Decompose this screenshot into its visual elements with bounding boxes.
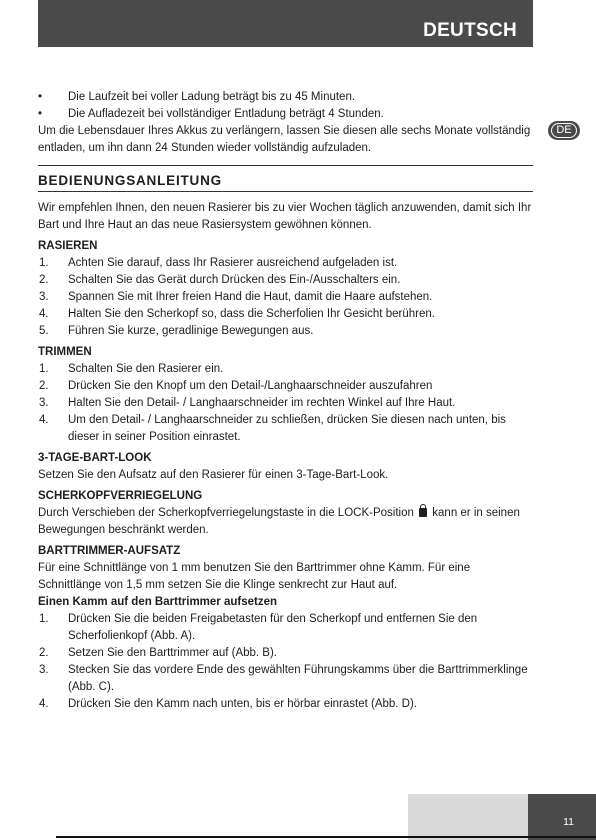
- list-item-text: Die Aufladezeit bei vollständiger Entladung beträgt 4 Stunden.: [68, 108, 384, 120]
- list-item-text: Spannen Sie mit Ihrer freien Hand die Haut, damit die Haare aufstehen.: [68, 291, 433, 303]
- footer-divider: [56, 836, 596, 838]
- page-number-box: [528, 794, 596, 840]
- bullet-mark: •: [38, 108, 43, 120]
- list-item: 4. Drücken Sie den Kamm nach unten, bis er hörbar einrastet (Abb. D).: [39, 698, 418, 710]
- list-item-text: Achten Sie darauf, dass Ihr Rasierer ausreichend aufgeladen ist.: [68, 257, 398, 269]
- language-title: DEUTSCH: [423, 20, 517, 41]
- list-item-text: Halten Sie den Detail- / Langhaarschneider im rechten Winkel auf Ihre Haut.: [68, 397, 456, 409]
- list-item: 1. Achten Sie darauf, dass Ihr Rasierer ausreichend aufgeladen ist.: [39, 257, 398, 269]
- list-item-text: Schalten Sie das Gerät durch Drücken des Ein-/Ausschalters ein.: [68, 274, 401, 286]
- barttrimmer-text: Für eine Schnittlänge von 1 mm benutzen Sie den Barttrimmer ohne Kamm. Für eine Schnittlänge von 1,5 mm setzen Sie die Klinge senkrecht zur Haut auf.: [38, 562, 471, 591]
- list-item-text: Stecken Sie das vordere Ende des gewählten Führungskamms über die Barttrimmerklinge (Abb. C).: [68, 664, 528, 693]
- list-item: 3. Halten Sie den Detail- / Langhaarschneider im rechten Winkel auf Ihre Haut.: [39, 397, 456, 409]
- lock-text-before: Durch Verschieben der Scherkopfverriegelungstaste in die LOCK-Position: [38, 507, 414, 519]
- list-item-text: Führen Sie kurze, geradlinige Bewegungen aus.: [68, 325, 314, 337]
- list-item-text: Drücken Sie den Kamm nach unten, bis er hörbar einrastet (Abb. D).: [68, 698, 418, 710]
- subsection-title-trimmen: TRIMMEN: [38, 346, 92, 358]
- list-item: 1. Drücken Sie die beiden Freigabetasten für den Scherkopf und entfernen Sie den Scherfolienkopf (Abb. A).: [39, 613, 478, 642]
- list-item: 1. Schalten Sie den Rasierer ein.: [39, 363, 224, 375]
- list-item-text: Die Laufzeit bei voller Ladung beträgt bis zu 45 Minuten.: [68, 91, 356, 103]
- footer-accent: [408, 794, 528, 840]
- list-item: 2. Setzen Sie den Barttrimmer auf (Abb. B).: [39, 647, 278, 659]
- list-item-text: Um den Detail- / Langhaarschneider zu schließen, drücken Sie diesen nach unten, bis dieser in seiner Position einrastet.: [68, 414, 506, 443]
- barttrimmer-subtitle: Einen Kamm auf den Barttrimmer aufsetzen: [38, 596, 278, 608]
- page-content: [38, 89, 533, 713]
- subsection-title-barttrimmer: BARTTRIMMER-AUFSATZ: [38, 545, 181, 557]
- language-badge-label: DE: [551, 123, 577, 138]
- header-bar: [38, 0, 533, 47]
- list-item: 5. Führen Sie kurze, geradlinige Bewegungen aus.: [39, 325, 314, 337]
- page-number: 11: [563, 816, 574, 828]
- list-item: 3. Spannen Sie mit Ihrer freien Hand die Haut, damit die Haare aufstehen.: [39, 291, 433, 303]
- lock-text: [38, 505, 533, 539]
- list-item-text: Drücken Sie den Knopf um den Detail-/Langhaarschneider auszufahren: [68, 380, 433, 392]
- list-item: 4. Um den Detail- / Langhaarschneider zu schließen, drücken Sie diesen nach unten, bis dieser in seiner Position einrastet.: [39, 414, 506, 443]
- section-title: BEDIENUNGSANLEITUNG: [38, 173, 222, 188]
- list-item: [38, 106, 533, 123]
- list-item-text: Halten Sie den Scherkopf so, dass die Scherfolien Ihr Gesicht berühren.: [68, 308, 435, 320]
- list-item-text: Drücken Sie die beiden Freigabetasten für den Scherkopf und entfernen Sie den Scherfolienkopf (Abb. A).: [68, 613, 478, 642]
- list-item: 2. Schalten Sie das Gerät durch Drücken des Ein-/Ausschalters ein.: [39, 274, 401, 286]
- divider: [38, 165, 533, 166]
- list-item: [38, 89, 533, 106]
- subsection-title-lock: SCHERKOPFVERRIEGELUNG: [38, 490, 203, 502]
- intro-paragraph: Um die Lebensdauer Ihres Akkus zu verlängern, lassen Sie diesen alle sechs Monate vollständig entladen, um ihn dann 24 Stunden wieder vollständig aufzuladen.: [38, 125, 531, 154]
- subsection-title-rasieren: RASIEREN: [38, 240, 98, 252]
- divider: [38, 191, 533, 192]
- list-item-text: Setzen Sie den Barttrimmer auf (Abb. B).: [68, 647, 278, 659]
- list-item: 3. Stecken Sie das vordere Ende des gewählten Führungskamms über die Barttrimmerklinge (Abb. C).: [39, 664, 528, 693]
- bullet-mark: •: [38, 91, 43, 103]
- language-badge: [548, 121, 580, 140]
- list-item-text: Schalten Sie den Rasierer ein.: [68, 363, 224, 375]
- list-item: 2. Drücken Sie den Knopf um den Detail-/Langhaarschneider auszufahren: [39, 380, 433, 392]
- bart-look-text: Setzen Sie den Aufsatz auf den Rasierer für einen 3-Tage-Bart-Look.: [38, 469, 389, 481]
- list-item: 4. Halten Sie den Scherkopf so, dass die Scherfolien Ihr Gesicht berühren.: [39, 308, 435, 320]
- lock-text-after: kann er in seinen Bewegungen beschränkt werden.: [38, 507, 520, 536]
- section-intro: Wir empfehlen Ihnen, den neuen Rasierer bis zu vier Wochen täglich anzuwenden, damit sich Ihr Bart und Ihre Haut an das neue Rasiersystem gewöhnen können.: [38, 202, 532, 231]
- lock-icon: [419, 508, 427, 517]
- subsection-title-bart-look: 3-TAGE-BART-LOOK: [38, 452, 152, 464]
